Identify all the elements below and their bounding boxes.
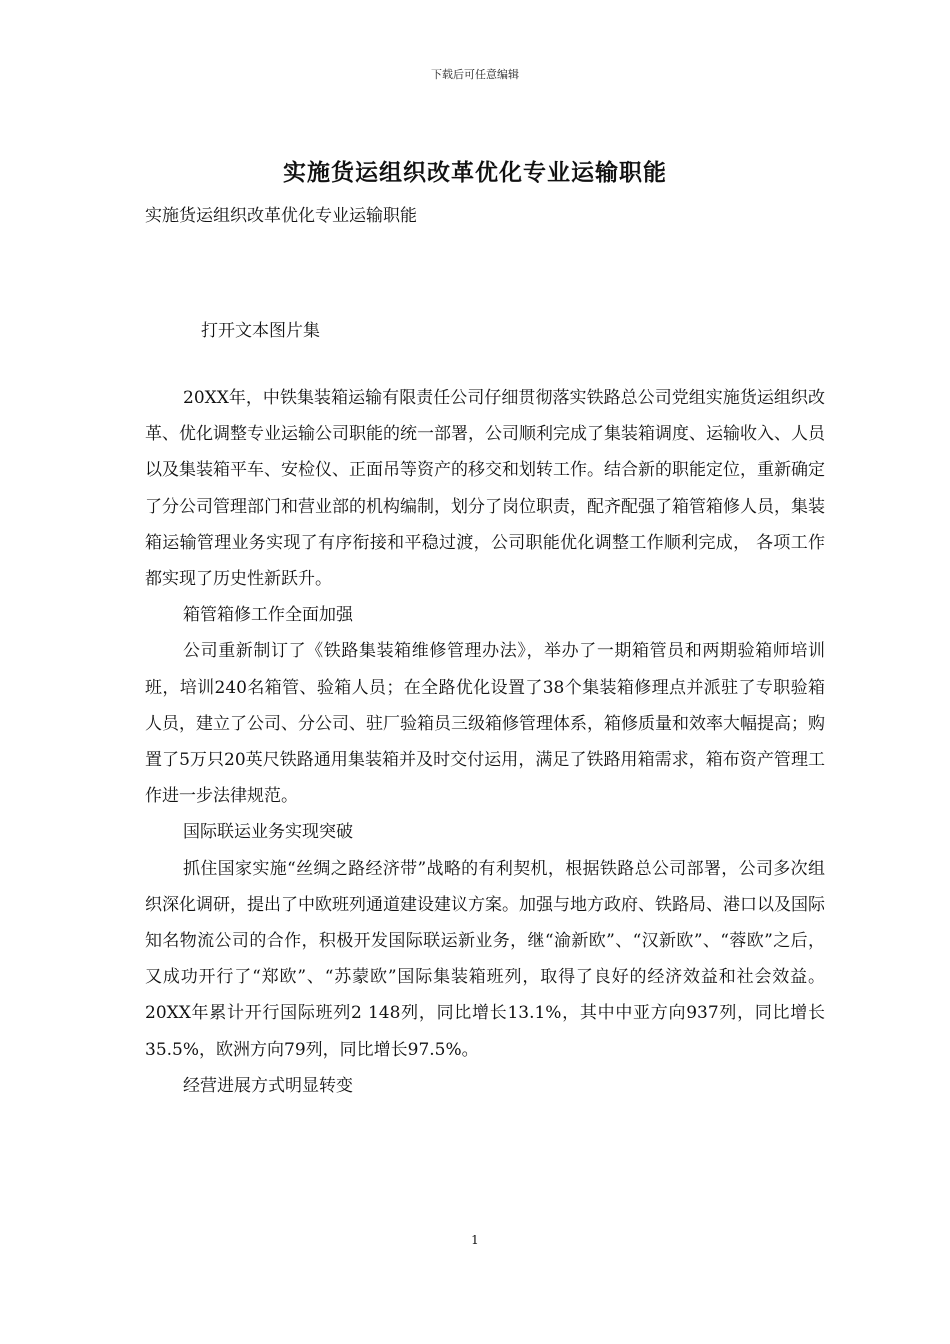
page-header: 下载后可任意编辑 [431, 68, 519, 81]
document-subtitle: 实施货运组织改革优化专业运输职能 [145, 206, 417, 226]
paragraph-container-maintenance: 公司重新制订了《铁路集装箱维修管理办法》，举办了一期箱管员和两期验箱师培训班，培训240名箱管、验箱人员；在全路优化设置了38个集装箱修理点并派驻了专职验箱人员，建立了公司、分公司、驻厂验箱员三级箱修管理体系，箱修质量和效率大幅提高；购置了5万只20英尺铁路通用集装箱并及时交付运用，满足了铁路用箱需求，箱布资产管理工作进一步法律规范。 [145, 641, 825, 807]
section-heading-business-development: 经营进展方式明显转变 [183, 1075, 353, 1096]
paragraph-international-transport: 抓住国家实施“丝绸之路经济带”战略的有利契机，根据铁路总公司部署，公司多次组织深化调研，提出了中欧班列通道建设建议方案。加强与地方政府、铁路局、港口以及国际知名物流公司的合作，积极开发国际联运新业务，继“渝新欧”、“汉新欧”、“蓉欧”之后，又成功开行了“郑欧”、“苏蒙欧”国际集装箱班列，取得了良好的经济效益和社会效益。20XX年累计开行国际班列2 148列，同比增长13.1%，其中中亚方向937列，同比增长35.5%，欧洲方向79列，同比增长97.5%。 [145, 858, 825, 1060]
document-body [145, 380, 825, 1104]
image-gallery-link[interactable]: 打开文本图片集 [201, 321, 320, 341]
page-number: 1 [471, 1233, 479, 1247]
document-title: 实施货运组织改革优化专业运输职能 [283, 159, 667, 186]
section-heading-container-maintenance: 箱管箱修工作全面加强 [183, 605, 353, 626]
section-heading-international-transport: 国际联运业务实现突破 [183, 822, 353, 843]
paragraph-intro: 20XX年，中铁集装箱运输有限责任公司仔细贯彻落实铁路总公司党组实施货运组织改革、优化调整专业运输公司职能的统一部署，公司顺利完成了集装箱调度、运输收入、人员以及集装箱平车、安检仪、正面吊等资产的移交和划转工作。结合新的职能定位，重新确定了分公司管理部门和营业部的机构编制，划分了岗位职责，配齐配强了箱管箱修人员，集装箱运输管理业务实现了有序衔接和平稳过渡，公司职能优化调整工作顺利完成， 各项工作都实现了历史性新跃升。 [145, 388, 825, 590]
